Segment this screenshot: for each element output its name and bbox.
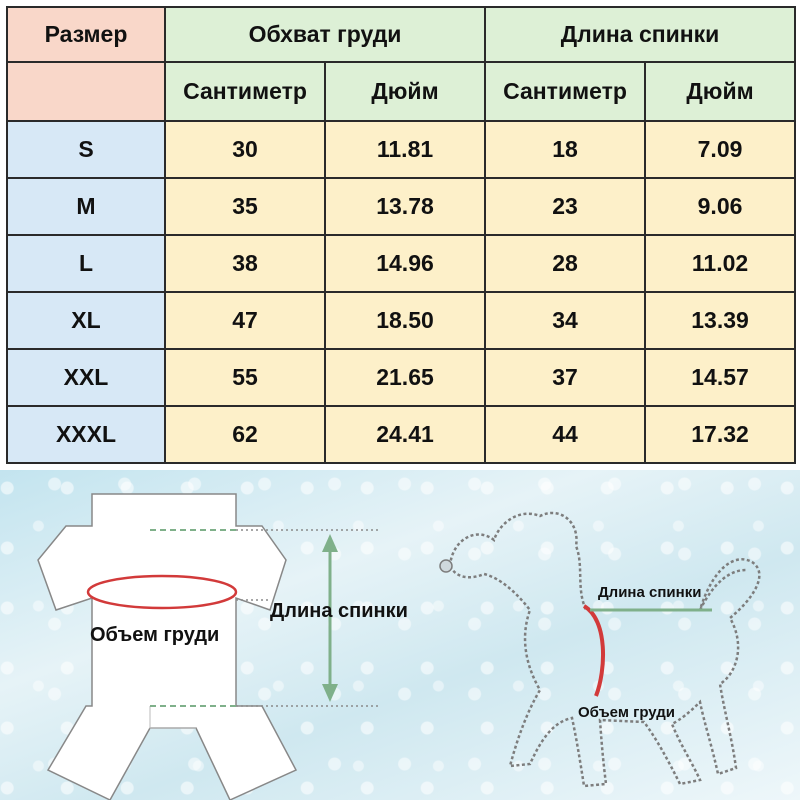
table-header-row: [7, 7, 795, 62]
back-cm-cell: 34: [485, 292, 645, 349]
chest-column-group-header: Обхват груди: [165, 7, 485, 62]
measurement-diagram-photo: [0, 470, 800, 800]
size-chart-table: [6, 6, 796, 464]
size-cell: S: [7, 121, 165, 178]
chest-inch-cell: 21.65: [325, 349, 485, 406]
garment-outline: [38, 494, 296, 800]
dog-nose-icon: [440, 560, 452, 572]
back-cm-cell: 28: [485, 235, 645, 292]
back-column-group-header: Длина спинки: [485, 7, 795, 62]
garment-chest-label: Объем груди: [90, 624, 220, 646]
chest-inch-cell: 18.50: [325, 292, 485, 349]
chest-inch-cell: 13.78: [325, 178, 485, 235]
back-inch-cell: 7.09: [645, 121, 795, 178]
size-cell: XXXL: [7, 406, 165, 463]
back-inch-cell: 14.57: [645, 349, 795, 406]
table-row: [7, 178, 795, 235]
back-cm-header: Сантиметр: [485, 62, 645, 121]
table-row: [7, 406, 795, 463]
back-inch-cell: 17.32: [645, 406, 795, 463]
chest-inch-cell: 14.96: [325, 235, 485, 292]
chest-inch-cell: 24.41: [325, 406, 485, 463]
chest-inch-cell: 11.81: [325, 121, 485, 178]
chest-cm-cell: 38: [165, 235, 325, 292]
back-inch-cell: 11.02: [645, 235, 795, 292]
size-cell: XXL: [7, 349, 165, 406]
table-row: [7, 121, 795, 178]
chest-cm-cell: 55: [165, 349, 325, 406]
back-cm-cell: 23: [485, 178, 645, 235]
chest-cm-header: Сантиметр: [165, 62, 325, 121]
table-row: [7, 349, 795, 406]
table-unit-row: [7, 62, 795, 121]
table-row: [7, 235, 795, 292]
back-cm-cell: 44: [485, 406, 645, 463]
chest-cm-cell: 47: [165, 292, 325, 349]
size-cell: XL: [7, 292, 165, 349]
size-header-blank: [7, 62, 165, 121]
size-cell: L: [7, 235, 165, 292]
dog-chest-label: Объем груди: [578, 704, 676, 721]
size-column-header: Размер: [7, 7, 165, 62]
table-row: [7, 292, 795, 349]
chest-cm-cell: 62: [165, 406, 325, 463]
dog-back-length-label: Длина спинки: [598, 584, 702, 601]
dog-chest-line: [584, 606, 603, 696]
chest-inch-header: Дюйм: [325, 62, 485, 121]
chest-cm-cell: 30: [165, 121, 325, 178]
back-inch-cell: 9.06: [645, 178, 795, 235]
garment-back-length-label: Длина спинки: [270, 600, 408, 622]
back-cm-cell: 18: [485, 121, 645, 178]
back-cm-cell: 37: [485, 349, 645, 406]
chest-cm-cell: 35: [165, 178, 325, 235]
back-inch-cell: 13.39: [645, 292, 795, 349]
size-cell: M: [7, 178, 165, 235]
back-inch-header: Дюйм: [645, 62, 795, 121]
